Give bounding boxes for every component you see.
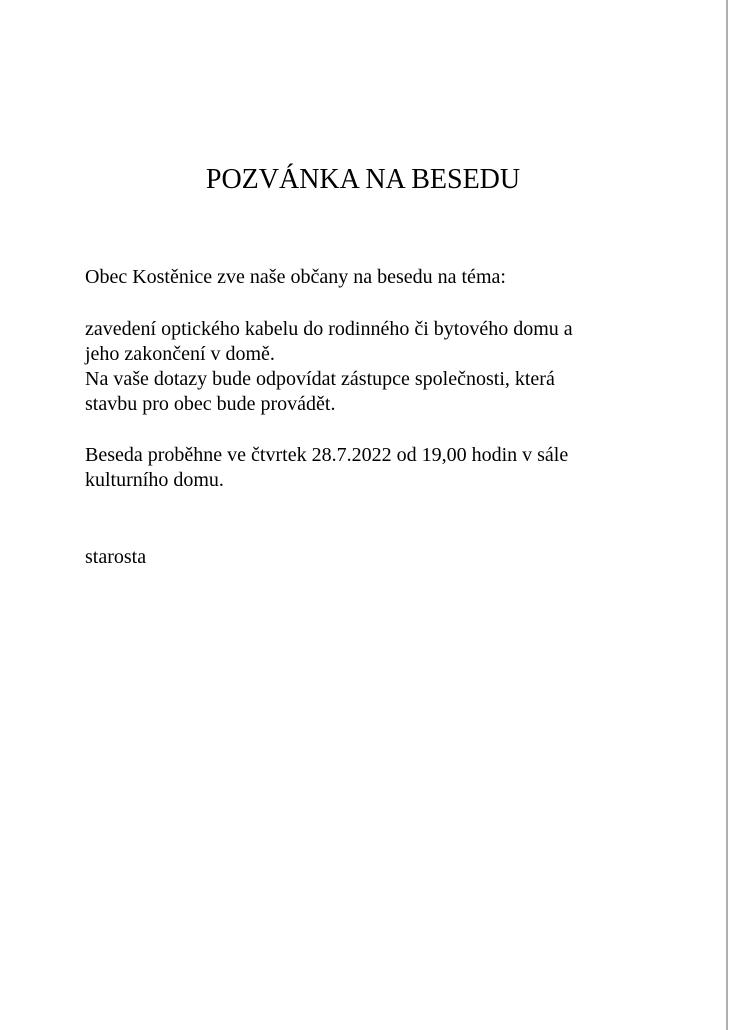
topic-line-3: Na vaše dotazy bude odpovídat zástupce společnosti, která xyxy=(85,368,555,390)
topic-line-4: stavbu pro obec bude provádět. xyxy=(85,393,336,415)
page-title: POZVÁNKA NA BESEDU xyxy=(205,164,521,195)
signature: starosta xyxy=(85,546,147,568)
event-line-2: kulturního domu. xyxy=(85,469,224,491)
intro-text: Obec Kostěnice zve naše občany na besedu na téma: xyxy=(85,266,506,288)
topic-line-2: jeho zakončení v domě. xyxy=(85,343,275,365)
topic-line-1: zavedení optického kabelu do rodinného či bytového domu a xyxy=(85,318,573,340)
event-line-1: Beseda proběhne ve čtvrtek 28.7.2022 od 19,00 hodin v sále xyxy=(85,444,569,466)
